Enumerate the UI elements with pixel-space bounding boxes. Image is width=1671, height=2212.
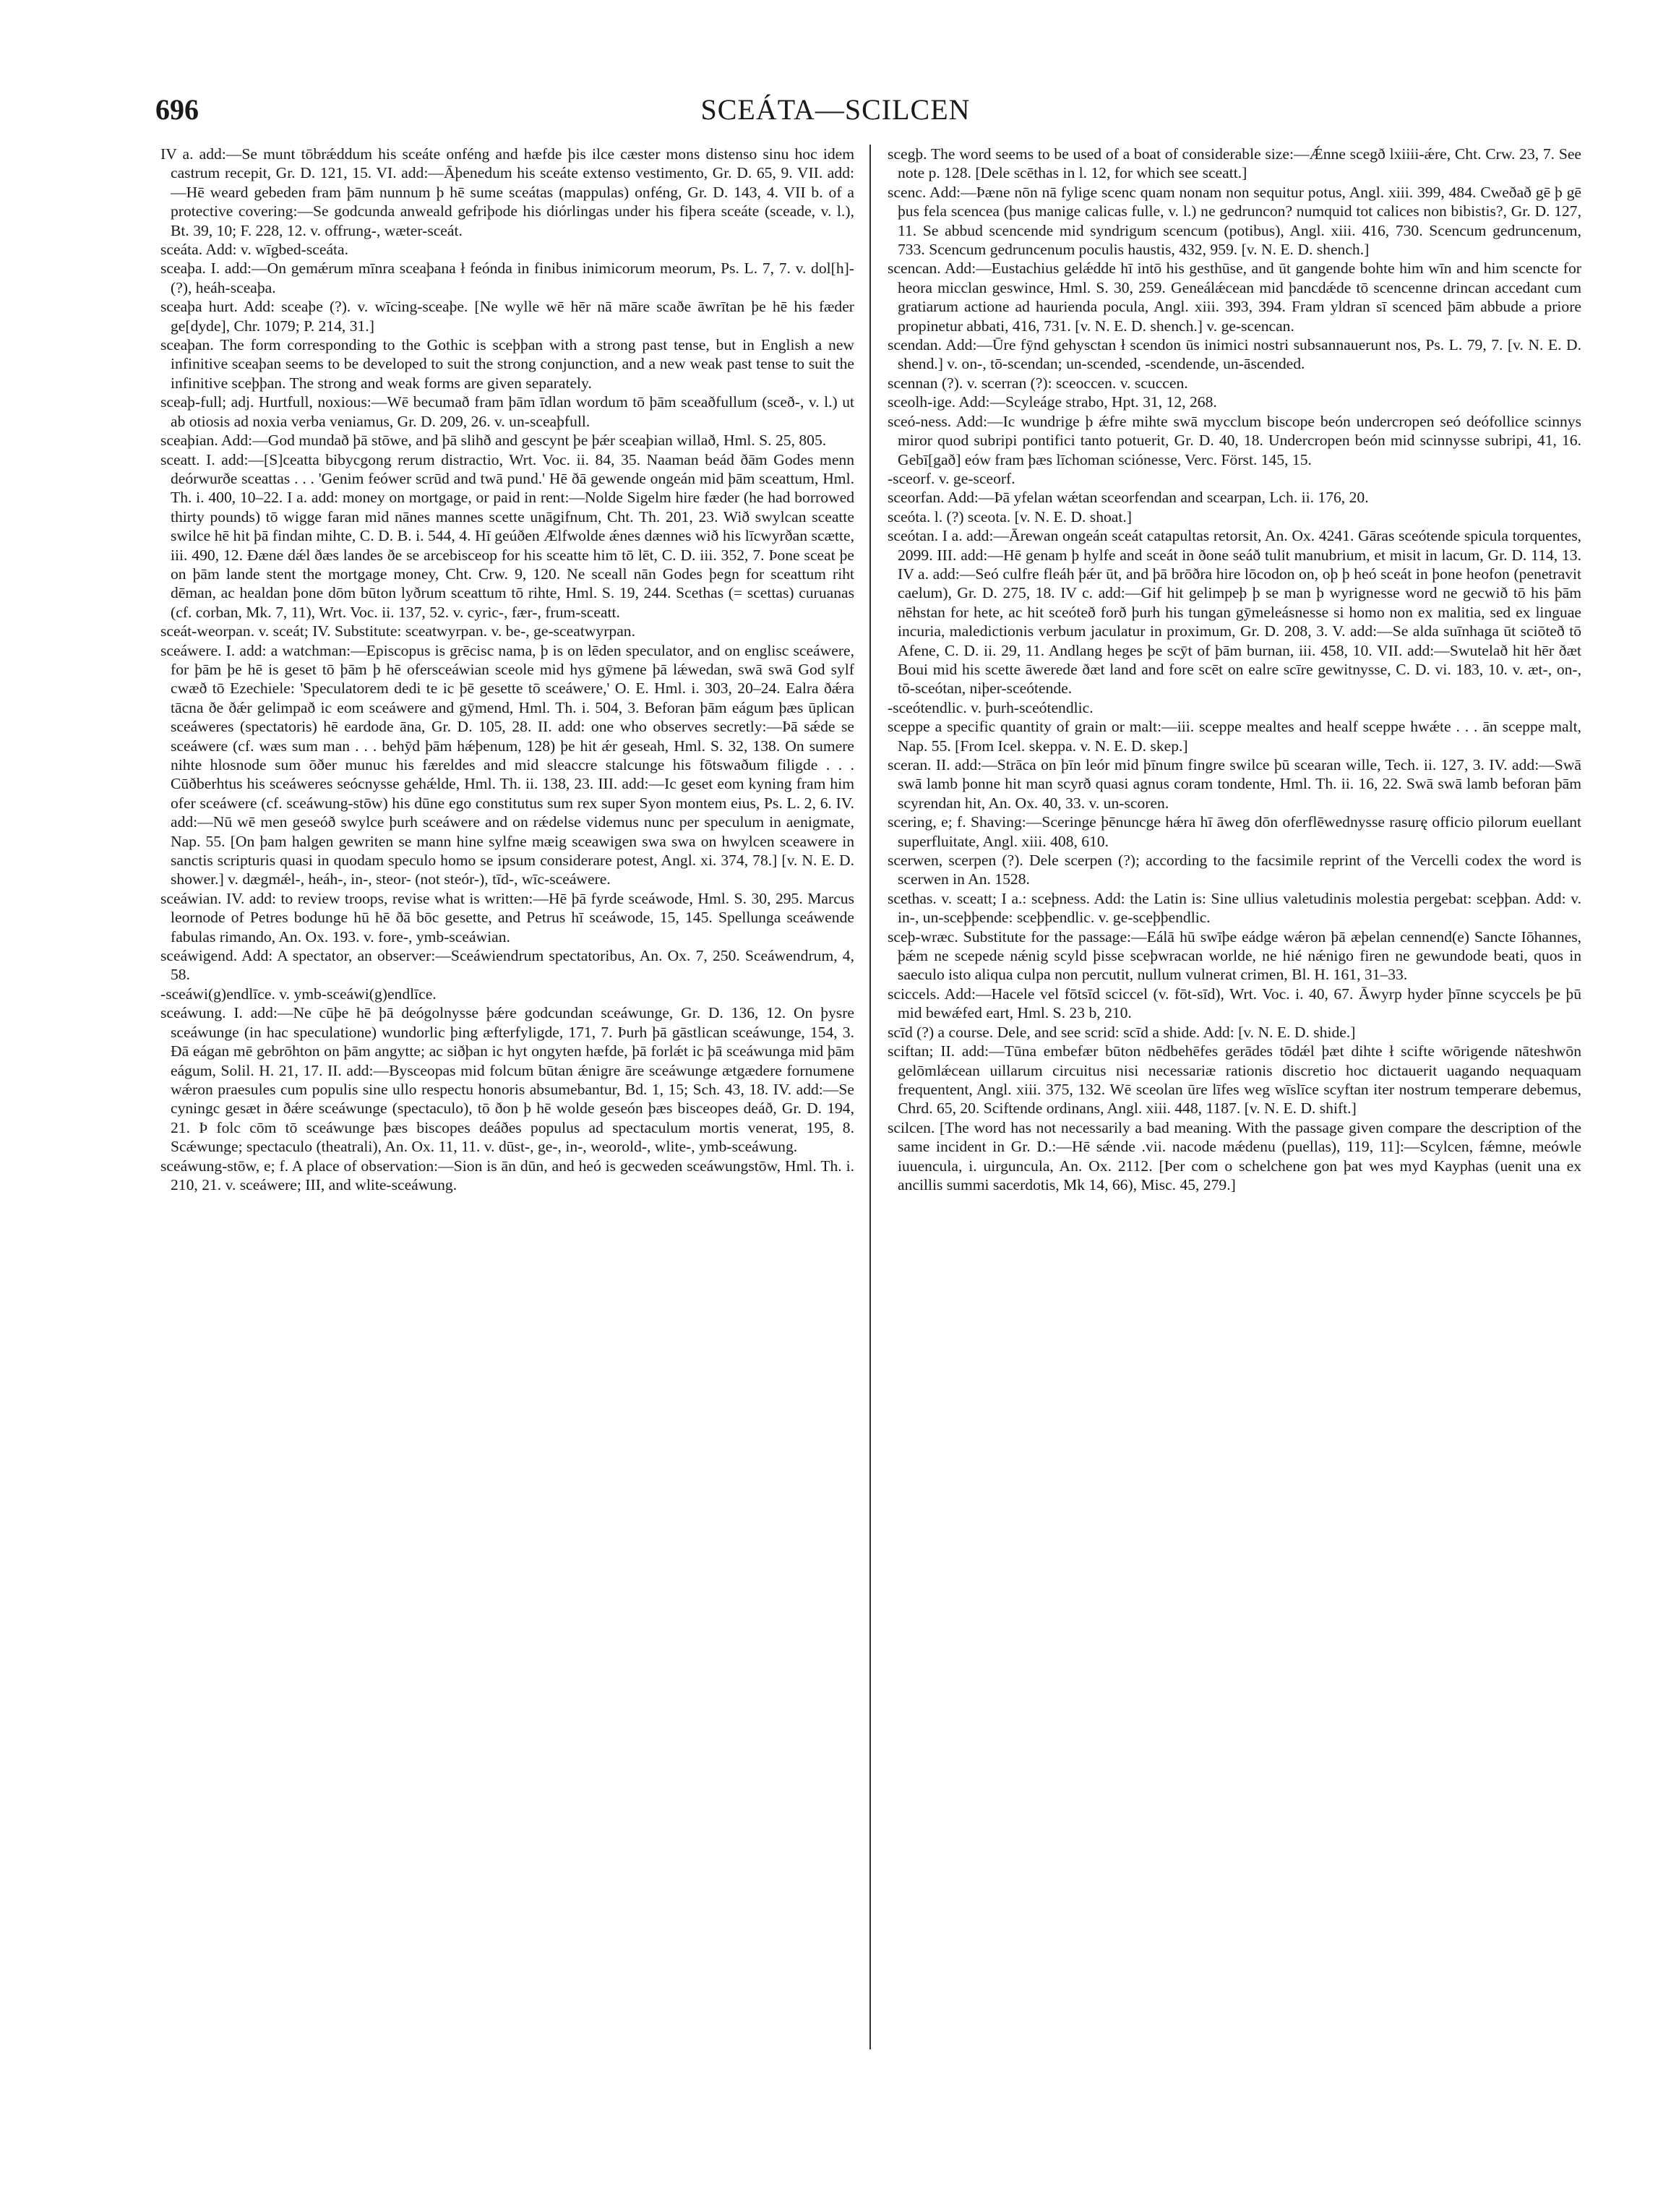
dictionary-entry: sceþ-wræc. Substitute for the passage:—Eálā hū swīþe eádge wǽron þā æþelan cennend(e) Sancte Iōhannes, þǽm ne scepede nǽnig scyld þisse sceþwracan worlde, ne hié nǽnigo firen ne gewundode beati, quos in saeculo isto aliqua culpa non percutit, nullum vulnerat crimen, Bl. H. 161, 31–33. (888, 927, 1581, 984)
dictionary-entry: -sceorf. v. ge-sceorf. (888, 469, 1015, 487)
dictionary-entry: sceolh-ige. Add:—Scyleáge strabo, Hpt. 31, 12, 268. (888, 393, 1217, 411)
dictionary-entry: sceatt. I. add:—[S]ceatta bibycgong rerum distractio, Wrt. Voc. ii. 84, 35. Naaman beád ðām Godes menn deórwurðe sceattas . . . 'Genim feówer scrūd and twā pund.' Hē ðā gewende ongeán mid þām sceattum, Hml. Th. i. 400, 10–22. I a. add: money on mortgage, or paid in rent:—Nolde Sigelm hire fæder (he had borrowed thirty pounds) tō wigge faran mid nānes mannes scette unāgifnum, Cht. Th. 201, 23. Wið swylcan sceatte swilce hē hit þā findan mihte, C. D. B. i. 544, 4. Hī geúðen Ælfwolde ǽnes dænnes wið his līcwyrðan scætte, iii. 490, 12. Ðæne dǽl ðæs landes ðe se arcebisceop for his sceatte him tō lēt, C. D. iii. 352, 7. Þone sceat þe on þām lande stent the mortgage money, Cht. Crw. 9, 120. Ne sceall nān Godes þegn for sceattum riht dēman, ac healdan þone dōm būton lyðrum sceattum tō rihte, Hml. S. 19, 244. Scethas (= scettas) curuanas (cf. corban, Mk. 7, 11), Wrt. Voc. ii. 137, 52. v. cyric-, fær-, frum-sceatt. (160, 450, 854, 621)
dictionary-entry: sceppe a specific quantity of grain or malt:—iii. sceppe mealtes and healf sceppe hwǽte . . . ān sceppe malt, Nap. 55. [From Icel. skeppa. v. N. E. D. skep.] (888, 718, 1581, 755)
dictionary-entry: scennan (?). v. scerran (?): sceoccen. v. scuccen. (888, 374, 1188, 392)
running-head: SCEÁTA—SCILCEN (700, 93, 971, 126)
dictionary-entry: sceáwere. I. add: a watchman:—Episcopus is grēcisc nama, þ is on lēden speculator, and on englisc sceáwere, for þām þe hē is geset tō þām þ hē ofersceáwian sceole mid hys gȳmene þā lǽwedan, swā swā God sylf cwæð tō Ezechiele: 'Speculatorem dedi te ic þē gesette tō sceáwere,' O. E. Hml. i. 303, 20–24. Ealra ðǽra tācna ðe ðǽr gelimpað ic eom sceáwere and gȳmend, Hml. Th. i. 504, 3. Beforan þām eágum þæs ūplican sceáweres (spectatoris) hē eardode āna, Gr. D. 105, 28. II. add: one who observes secretly:—Þā sǽde se sceáwere (cf. wæs sum man . . . behȳd þām hǽþenum, 128) þe hit ǽr geseah, Hml. S. 32, 138. On sumere nihte hlosnode sum ōðer munuc his færeldes and mid sleaccre stalcunge his fōtswaðum filigde . . . Cūðberhtus his sceáweres seócnysse gehǽlde, Hml. Th. ii. 138, 23. III. add:—Ic geset eom kyning fram him ofer sceáwere (cf. sceáwung-stōw) his dūne ego constitutus sum rex super Syon montem eius, Ps. L. 2, 6. IV. add:—Nū wē men geseóð swylce þurh sceáwere and on rǽdelse videmus nunc per speculum in aenigmate, Nap. 55. [On þam halgen gewriten se mann hine sylfne mæig sceawigen swa swa on hwylcen sceawere in sanctis scripturis quasi in quodam speculo homo se ipsum considerare potest, Angl. xi. 374, 78.] [v. N. E. D. shower.] v. dægmǽl-, heáh-, in-, steor- (not steór-), tīd-, wīc-sceáwere. (160, 641, 854, 888)
left-column (160, 145, 854, 1194)
dictionary-entry: sceáta. Add: v. wīgbed-sceáta. (160, 241, 349, 259)
page-number: 696 (155, 93, 199, 126)
dictionary-entry: sceaþian. Add:—God mundað þā stōwe, and þā slihð and gescynt þe þǽr sceaþian willað, Hml. S. 25, 805. (160, 432, 827, 450)
dictionary-entry: sceaþan. The form corresponding to the Gothic is sceþþan with a strong past tense, but in English a new infinitive sceaþan seems to be developed to suit the strong conjunction, and a new weak past tense to suit the infinitive sceþþan. The strong and weak forms are given separately. (160, 336, 854, 392)
dictionary-entry: sciftan; II. add:—Tūna embefær būton nēdbehēfes gerādes tōdǽl þæt dihte ł scifte wōrigende nāteshwōn gelōmlǽcean uillarum circuitus nisi necessariæ rationis discretio hoc dictauerit uagando nequaquam frequentent, Angl. xiii. 375, 132. Wē sceolan ūre līfes weg wīslīce scyftan iter nostrum temperare debemus, Chrd. 65, 20. Sciftende ordinans, Angl. xiii. 448, 1187. [v. N. E. D. shift.] (888, 1042, 1581, 1118)
dictionary-entry: scegþ. The word seems to be used of a boat of considerable size:—Ǽnne scegð lxiiii-ǽre, Cht. Crw. 23, 7. See note p. 128. [Dele scēthas in l. 12, for which see sceatt.] (888, 145, 1581, 182)
dictionary-entry: scering, e; f. Shaving:—Sceringe þēnuncge hǽra hī āweg dōn oferflēwednysse rasurę officio pilorum euellant superfluitate, Angl. xiii. 408, 610. (888, 813, 1581, 850)
dictionary-entry: -sceótendlic. v. þurh-sceótendlic. (888, 698, 1094, 716)
dictionary-entry: sceáwung. I. add:—Ne cūþe hē þā deógolnysse þǽre godcundan sceáwunge, Gr. D. 136, 12. On þysre sceáwunge (in hac speculatione) wundorlic þing æfterfyligde, 171, 7. Þurh þā gāstlican sceáwunge, 154, 3. Ðā eágan mē gebrōhton on þām angytte; ac siðþan ic hyt ongyten hæfde, þā forlǽt ic þā sceáwunga mid þām eágum, Solil. H. 21, 17. II. add:—Bysceopas mid folcum būtan ǽnigre āre sceáwunge ætgædere fornumene wǽron praesules cum populis sine ullo respectu honoris absumebantur, Bd. 1, 15; Sch. 43, 18. IV. add:—Se cyningc gesæt in ðǽre sceáwunge (spectaculo), tō ðon þ hē wolde geseón þæs bisceopes deáð, Gr. D. 194, 21. Þ folc cōm tō sceáwunge þæs biscopes deáðes populus ad spectaculum mortis venerat, 195, 8. Scǽwunge; spectaculo (theatrali), An. Ox. 11, 11. v. dūst-, ge-, in-, weorold-, wlite-, ymb-sceáwung. (160, 1004, 854, 1156)
right-column (888, 145, 1581, 1194)
dictionary-entry: scendan. Add:—Ūre fȳnd gehysctan ł scendon ūs inimici nostri subsannauerunt nos, Ps. L. 79, 7. [v. N. E. D. shend.] v. on-, tō-scendan; un-scended, -scendende, un-āscended. (888, 336, 1581, 373)
dictionary-entry: scerwen, scerpen (?). Dele scerpen (?); according to the facsimile reprint of the Vercelli codex the word is scerwen in An. 1528. (888, 852, 1581, 888)
dictionary-entry: scīd (?) a course. Dele, and see scrid: scīd a shide. Add: [v. N. E. D. shide.] (888, 1023, 1356, 1041)
dictionary-entry: sceáwian. IV. add: to review troops, revise what is written:—Hē þā fyrde sceáwode, Hml. S. 30, 295. Marcus leornode of Petres bodunge hū hē ðā bōc gesette, and Petrus hī sceáwode, 15, 145. Spellunga sceáwende fabulas rimando, An. Ox. 193. v. fore-, ymb-sceáwian. (160, 889, 854, 946)
dictionary-entry: sceótan. I a. add:—Ārewan ongeán sceát catapultas retorsit, An. Ox. 4241. Gāras sceótende spicula torquentes, 2099. III. add:—Hē genam þ hylfe and sceát in ðone seáð tulit manubrium, et misit in lacum, Gr. D. 114, 13. IV a. add:—Seó culfre fleáh þǽr ūt, and þā brōðra hire lōcodon on, oþ þ heó sceát in þone heofon (penetravit caelum), Gr. D. 275, 18. IV c. add:—Gif hit gelimpeþ þ se man þ wyrignesse word ne gecwið tō his þām nēhstan for hete, ac hit sceóteð forð þurh his tungan gȳmeleásnesse si homo non ex malitia, sed ex linguae incuria, maledictionis verbum jaculatur in proximum, Gr. D. 208, 3. V. add:—Se alda suīnhaga ūt sciōteð tō Afene, C. D. ii. 29, 11. Andlang heges þe scȳt of þām burnan, iii. 458, 10. VII. add:—Swutelað hit hēr ðæt Boui mid his scette āwerede ðæt land and fore scēt on ealre scīre gewitnysse, C. D. vi. 183, 10. v. æt-, on-, tō-sceótan, niþer-sceótende. (888, 527, 1581, 698)
dictionary-entry: sceát-weorpan. v. sceát; IV. Substitute: sceatwyrpan. v. be-, ge-sceatwyrpan. (160, 622, 635, 640)
dictionary-entry: sceáwigend. Add: A spectator, an observer:—Sceáwiendrum spectatoribus, An. Ox. 7, 250. Sceáwendrum, 4, 58. (160, 947, 854, 984)
dictionary-entry: scenc. Add:—Þæne nōn nā fylige scenc quam nonam non sequitur potus, Angl. xiii. 399, 484. Cweðað gē þ gē þus fela scencea (þus manige calicas fulle, v. l.) ne gedruncon? numquid tot calices non bibistis?, Gr. D. 127, 11. Se abbud scencende mid syndrigum scencum (potibus), Angl. xiii. 416, 730. Scencum gedruncenum, 733. Scencum gedruncenum poculis haustis, 432, 959. [v. N. E. D. shench.] (888, 183, 1581, 259)
column-divider (869, 145, 871, 2049)
dictionary-entry: sceaþa hurt. Add: sceaþe (?). v. wīcing-sceaþe. [Ne wylle wē hēr nā māre scaðe āwrītan þe hē his fæder ge[dyde], Chr. 1079; P. 214, 31.] (160, 298, 854, 335)
dictionary-entry: scethas. v. sceatt; I a.: sceþness. Add: the Latin is: Sine ullius valetudinis molestia pergebat: sceþþan. Add: v. in-, un-sceþþende: sceþþendlic. v. ge-sceþþendlic. (888, 889, 1581, 927)
dictionary-entry: sceáwung-stōw, e; f. A place of observation:—Sion is ān dūn, and heó is gecweden sceáwungstōw, Hml. Th. i. 210, 21. v. sceáwere; III, and wlite-sceáwung. (160, 1157, 854, 1193)
dictionary-entry: sceóta. l. (?) sceota. [v. N. E. D. shoat.] (888, 507, 1132, 526)
dictionary-entry: sceaþa. I. add:—On gemǽrum mīnra sceaþana ł feónda in finibus inimicorum meorum, Ps. L. 7, 7. v. dol[h]- (?), heáh-sceaþa. (160, 260, 854, 296)
dictionary-entry: sceó-ness. Add:—Ic wundrige þ ǽfre mihte swā mycclum biscope beón undercropen seó deófollice scinnys miror quod subripi pontifici tanto potuerit, Gr. D. 40, 18. Undercropen beón mid scinnysse subripi, 41, 16. Gebī[gað] eów fram þæs līchoman sciónesse, Verc. Först. 145, 15. (888, 412, 1581, 468)
dictionary-entry: sciccels. Add:—Hacele vel fōtsīd sciccel (v. fōt-sīd), Wrt. Voc. i. 40, 67. Āwyrp hyder þīnne scyccels þe þū mid bewǽfed eart, Hml. S. 23 b, 210. (888, 985, 1581, 1022)
dictionary-entry: sceran. II. add:—Strāca on þīn leór mid þīnum fingre swilce þū scearan wille, Tech. ii. 127, 3. IV. add:—Swā swā lamb þonne hit man scyrð quasi agnus coram tondente, Hml. Th. ii. 16, 22. Swā swā lamb beforan þām scyrendan hit, An. Ox. 40, 33. v. un-scoren. (888, 756, 1581, 812)
dictionary-entry: scencan. Add:—Eustachius gelǽdde hī intō his gesthūse, and ūt gangende bohte him wīn and him scencte for heora micclan geswince, Hml. S. 30, 259. Geneálǽcean mid þancdǽde tō scencenne drincan accedant cum gratiarum actione ad haurienda pocula, Angl. xiii. 393, 394. Fram yldran sī scenced þām abbude a priore propinetur abbati, 416, 731. [v. N. E. D. shench.] v. ge-scencan. (888, 260, 1581, 335)
dictionary-entry: IV a. add:—Se munt tōbrǽddum his sceáte onféng and hæfde þis ilce cæster mons distenso sinu hoc idem castrum recepit, Gr. D. 121, 15. VI. add:—Āþenedum his sceáte extenso vestimento, Gr. D. 65, 9. VII. add:—Hē weard gebeden fram þām nunnum þ hē sume sceátas (mappulas) onféng, Gr. D. 143, 4. VII b. of a protective covering:—Se godcunda anweald gefriþode his diórlingas under his fiþera sceáte (sceade, v. l.), Bt. 39, 10; F. 228, 12. v. offrung-, wæter-sceát. (160, 145, 854, 239)
dictionary-entry: sceorfan. Add:—Þā yfelan wǽtan sceorfendan and scearpan, Lch. ii. 176, 20. (888, 489, 1369, 507)
dictionary-entry: -sceáwi(g)endlīce. v. ymb-sceáwi(g)endlīce. (160, 985, 437, 1003)
dictionary-entry: scilcen. [The word has not necessarily a bad meaning. With the passage given compare the description of the same incident in Gr. D.:—Hē sǽnde .vii. nacode mǽdenu (puellas), 119, 11]:—Scylcen, fǽmne, meówle iuuencula, i. uirguncula, An. Ox. 2112. [Þer com o schelchene gon þat wes myd Kayphas (uenit una ex ancillis summi sacerdotis, Mk 14, 66), Misc. 45, 279.] (888, 1118, 1581, 1193)
dictionary-entry: sceaþ-full; adj. Hurtfull, noxious:—Wē becumað fram þām īdlan wordum tō þām sceaðfullum (sceð-, v. l.) ut ab otiosis ad noxia verba veniamus, Gr. D. 209, 26. v. un-sceaþfull. (160, 393, 854, 430)
